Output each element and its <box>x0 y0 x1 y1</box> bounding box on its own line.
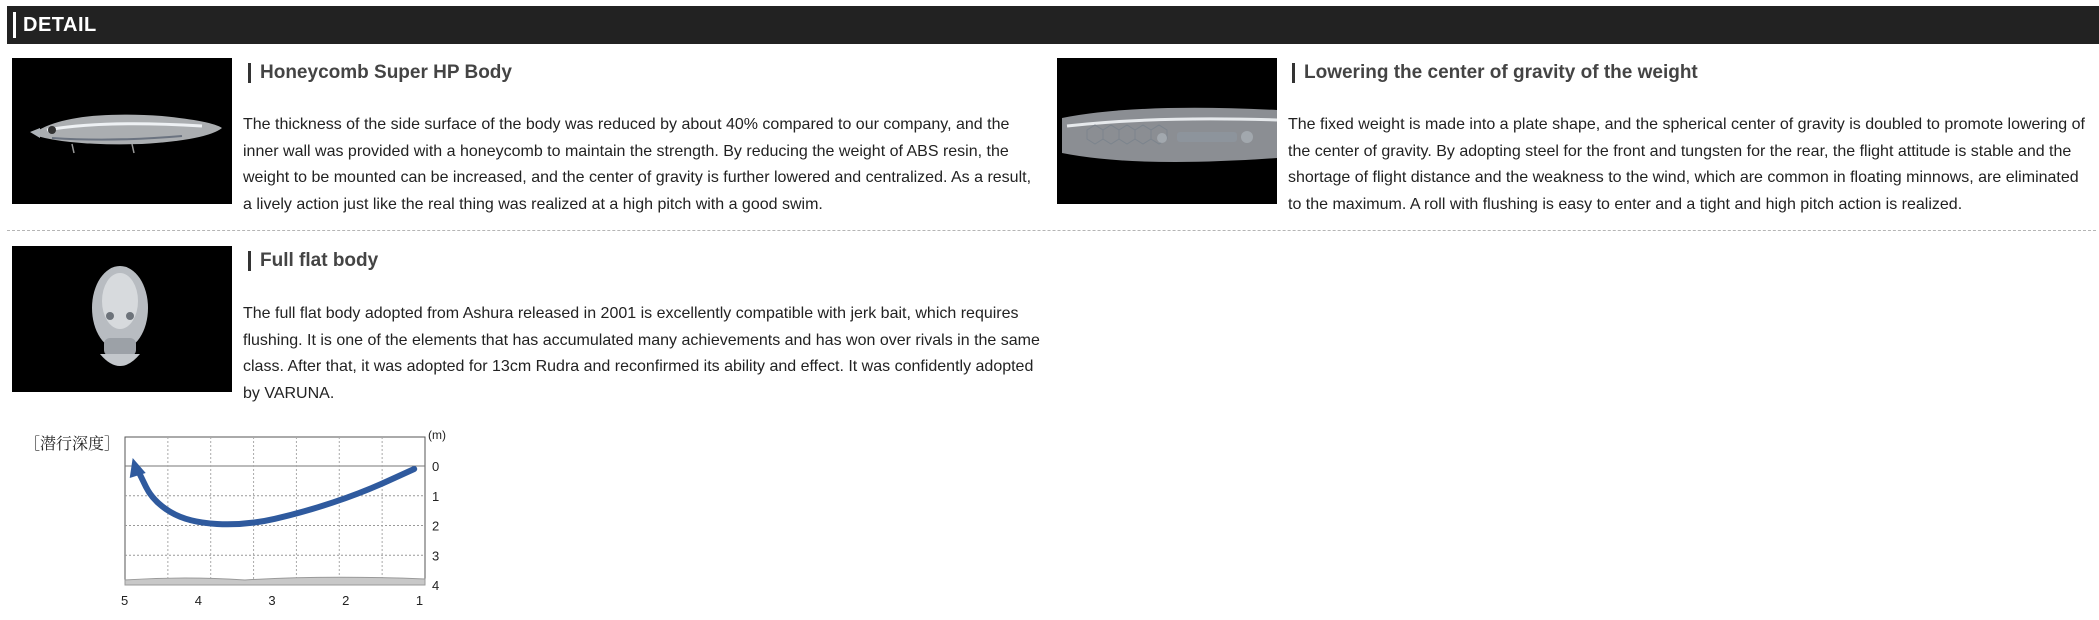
x-tick-label: 2 <box>342 593 350 608</box>
x-tick-label: 4 <box>194 593 202 608</box>
feature-title-full-flat-body <box>248 246 378 276</box>
x-tick-label: 5 <box>121 593 129 608</box>
feature-title-text: Full flat body <box>260 250 379 271</box>
section-divider <box>7 230 2096 231</box>
diving-depth-curve <box>139 469 415 524</box>
y-unit-label: (m) <box>428 428 446 442</box>
x-tick-label: 3 <box>268 593 276 608</box>
section-header <box>7 6 2099 44</box>
bottom-terrain <box>125 577 425 585</box>
title-mark <box>248 251 251 271</box>
diving-depth-chart <box>10 425 460 615</box>
y-tick-label: 4 <box>432 578 440 593</box>
feature-title-text: Lowering the center of gravity of the weight <box>1304 62 1698 83</box>
lure-front-view-image <box>12 246 232 392</box>
lure-internal-weight-image <box>1057 58 1277 204</box>
feature-text-full-flat-body: The full flat body adopted from Ashura released in 2001 is excellently compatible with jerk bait, which requires flushing. It is one of the elements that has accumulated many achievements and has won over rivals in the same class. After that, it was adopted for 13cm Rudra and reconfirmed its ability and effect. It was confidently adopted by VARUNA. <box>243 305 1040 402</box>
chart-label: ［潜行深度］ <box>24 436 121 453</box>
feature-text-center-of-gravity: The fixed weight is made into a plate shape, and the spherical center of gravity is doubled to promote lowering of the center of gravity. By adopting steel for the front and tungsten for the rear, the flight attitude is stable and the shortage of flight distance and the weakness to the wind, which are common in floating minnows, are eliminated to the maximum. A roll with flushing is easy to enter and a tight and high pitch action is realized. <box>1288 116 2085 213</box>
feature-title-text: Honeycomb Super HP Body <box>260 62 512 83</box>
feature-text-honeycomb: The thickness of the side surface of the body was reduced by about 40% compared to our company, and the inner wall was provided with a honeycomb to maintain the strength. By reducing the weight of ABS resin, the weight to be mounted can be increased, and the center of gravity is further lowered and centralized. As a result, a lively action just like the real thing was realized at a high pitch with a good swim. <box>243 116 1032 213</box>
feature-title-honeycomb <box>248 58 512 88</box>
title-mark <box>1292 63 1295 83</box>
y-tick-label: 2 <box>432 518 440 534</box>
feature-title-center-of-gravity <box>1292 58 1698 88</box>
section-title: DETAIL <box>23 13 97 36</box>
x-tick-label: 1 <box>415 593 424 608</box>
title-mark <box>248 63 251 83</box>
y-tick-label: 1 <box>432 488 440 504</box>
lure-side-view-image <box>12 58 232 204</box>
header-accent-bar <box>13 12 16 38</box>
y-tick-label: 0 <box>432 459 440 474</box>
y-tick-label: 3 <box>432 548 440 564</box>
